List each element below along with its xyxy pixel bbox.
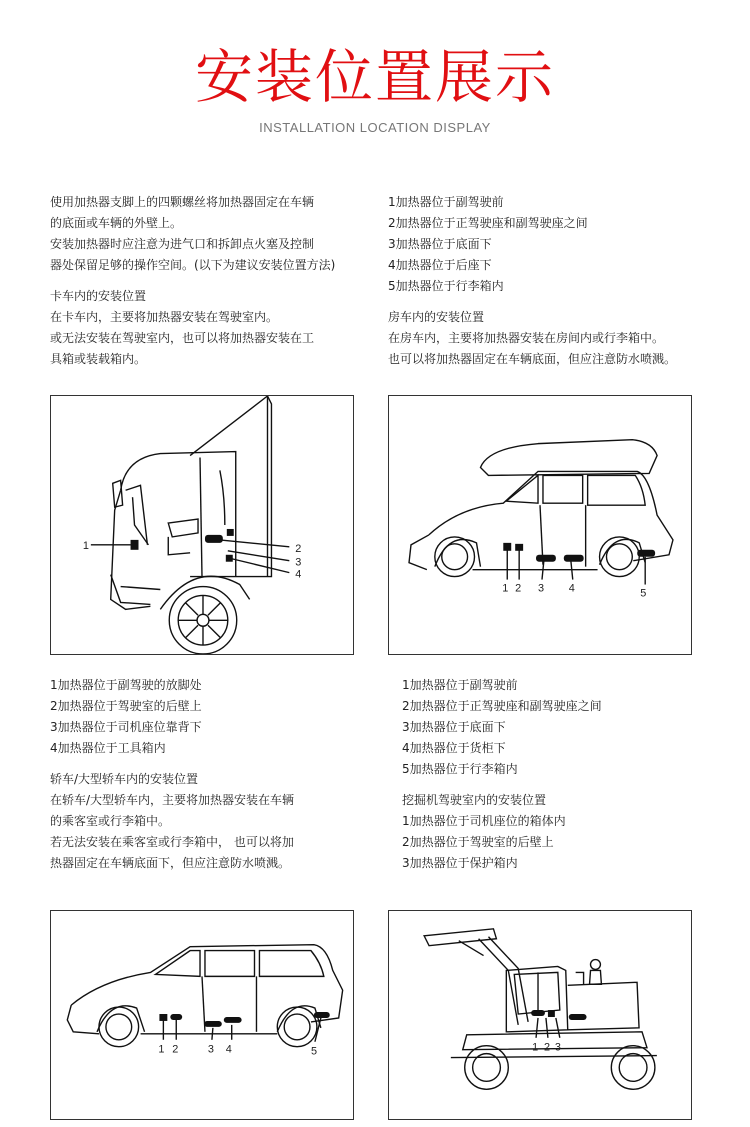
rv-list-item: 3加热器位于底面下: [402, 720, 506, 734]
heater-marker: [536, 555, 556, 562]
truck-desc-line: 在卡车内，主要将加热器安装在驾驶室内。: [50, 310, 279, 324]
figure-number: 4: [295, 568, 302, 581]
right-top-text-block: [388, 192, 676, 370]
excavator-list-item: 2加热器位于驾驶室的后壁上: [402, 835, 554, 849]
truck-desc-line: 或无法安装在驾驶室内，也可以将加热器安装在工: [50, 331, 315, 345]
figure-number: 3: [554, 1041, 561, 1054]
truck-list-item: 4加热器位于工具箱内: [50, 741, 166, 755]
truck-desc-line: 具箱或装载箱内。: [50, 352, 147, 366]
sedan-heading: 轿车/大型轿车内的安装位置: [50, 772, 199, 786]
heater-marker: [531, 1010, 545, 1016]
intro-line: 安装加热器时应注意为进气口和拆卸点火塞及控制: [50, 237, 315, 251]
heater-marker: [159, 1014, 167, 1021]
rv-figure: [388, 395, 692, 655]
rv-list-item: 5加热器位于行李箱内: [402, 762, 518, 776]
sedan-desc-line: 的乘客室或行李箱中。: [50, 814, 171, 828]
truck-list-item: 2加热器位于驾驶室的后壁上: [50, 699, 202, 713]
middle-right-text-block: [402, 675, 602, 874]
rv-list-item: 2加热器位于正驾驶座和副驾驶座之间: [402, 699, 602, 713]
list-item: 1加热器位于副驾驶前: [388, 195, 504, 209]
rv-heading: 房车内的安装位置: [388, 310, 485, 324]
figure-number: 3: [295, 556, 302, 569]
list-item: 2加热器位于正驾驶座和副驾驶座之间: [388, 216, 588, 230]
sedan-desc-line: 在轿车/大型轿车内，主要将加热器安装在车辆: [50, 793, 295, 807]
heater-marker: [564, 555, 584, 562]
truck-list-item: 3加热器位于司机座位靠背下: [50, 720, 202, 734]
intro-line: 使用加热器支脚上的四颗螺丝将加热器固定在车辆: [50, 195, 315, 209]
excavator-figure: [388, 910, 692, 1120]
figure-number: 1: [82, 539, 90, 552]
figure-number: 5: [310, 1045, 318, 1058]
figure-number: 4: [568, 582, 575, 595]
heater-marker: [226, 555, 233, 562]
heater-marker: [569, 1014, 587, 1020]
excavator-illustration: [389, 911, 691, 1119]
rv-list-item: 4加热器位于货柜下: [402, 741, 506, 755]
rv-desc-line: 也可以将加热器固定在车辆底面，但应注意防水喷溅。: [388, 352, 677, 366]
figure-number: 1: [158, 1043, 165, 1056]
sedan-desc-line: 热器固定在车辆底面下，但应注意防水喷溅。: [50, 856, 291, 870]
excavator-list-item: 1加热器位于司机座位的箱体内: [402, 814, 566, 828]
list-item: 5加热器位于行李箱内: [388, 279, 504, 293]
sedan-illustration: [51, 911, 353, 1119]
figure-number: 2: [295, 542, 302, 555]
figure-number: 3: [538, 582, 545, 595]
truck-illustration: [51, 396, 353, 654]
figure-number: 2: [543, 1041, 551, 1054]
heater-marker: [548, 1010, 555, 1017]
heater-marker: [503, 543, 511, 551]
heater-marker: [227, 529, 234, 536]
rv-desc-line: 在房车内，主要将加热器安装在房间内或行李箱中。: [388, 331, 665, 345]
page-subtitle: INSTALLATION LOCATION DISPLAY: [259, 120, 491, 135]
intro-line: 器处保留足够的操作空间。(以下为建议安装位置方法): [50, 258, 336, 272]
sedan-figure: [50, 910, 354, 1120]
page-title: 安装位置展示: [194, 43, 555, 111]
truck-figure: [50, 395, 354, 655]
figure-number: 1: [502, 582, 509, 595]
intro-line: 的底面或车辆的外壁上。: [50, 216, 183, 230]
excavator-list-item: 3加热器位于保护箱内: [402, 856, 518, 870]
truck-heading: 卡车内的安装位置: [50, 289, 147, 303]
figure-number: 1: [532, 1041, 539, 1054]
figure-number: 5: [640, 587, 647, 600]
heater-marker: [131, 540, 139, 550]
truck-list-item: 1加热器位于副驾驶的放脚处: [50, 678, 202, 692]
figure-number: 2: [515, 582, 522, 595]
figure-number: 3: [207, 1043, 215, 1056]
heater-marker: [205, 535, 223, 543]
middle-left-text-block: [50, 675, 294, 874]
heater-marker: [314, 1012, 330, 1018]
excavator-heading: 挖掘机驾驶室内的安装位置: [402, 793, 547, 807]
figure-number: 4: [225, 1043, 232, 1056]
heater-marker: [204, 1021, 222, 1027]
figure-number: 2: [172, 1043, 179, 1056]
rv-list-item: 1加热器位于副驾驶前: [402, 678, 518, 692]
sedan-desc-line: 若无法安装在乘客室或行李箱中， 也可以将加: [50, 835, 294, 849]
heater-marker: [170, 1014, 182, 1020]
heater-marker: [224, 1017, 242, 1023]
list-item: 4加热器位于后座下: [388, 258, 492, 272]
heater-marker: [637, 550, 655, 557]
rv-illustration: [389, 396, 691, 654]
intro-text-block: [50, 192, 335, 370]
list-item: 3加热器位于底面下: [388, 237, 492, 251]
heater-marker: [515, 544, 523, 551]
